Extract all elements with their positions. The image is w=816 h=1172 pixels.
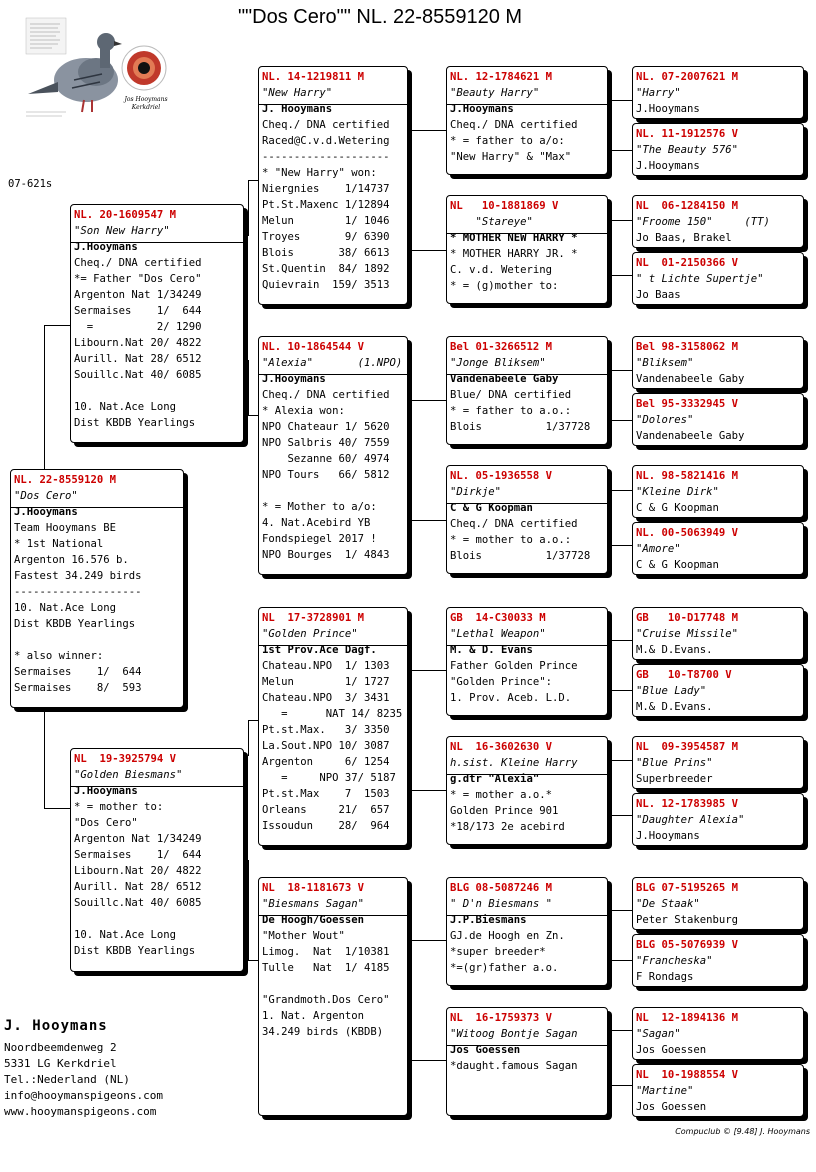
breeder: C & G Koopman <box>636 502 719 514</box>
ring-number: NL 10-1988554 V <box>636 1069 739 1081</box>
owner-postcode: 5331 LG Kerkdriel <box>4 1057 117 1070</box>
ring-number: NL. 22-8559120 M <box>14 474 117 486</box>
info-line: 4. Nat.Acebird YB <box>262 517 371 529</box>
info-line: Cheq./ DNA certified <box>262 389 390 401</box>
info-line: Chateau.NPO 1/ 1303 <box>262 660 390 672</box>
info-line: NPO Salbris 40/ 7559 <box>262 437 390 449</box>
pigeon-box-dss[interactable] <box>446 607 608 716</box>
info-line: *daught.famous Sagan <box>450 1060 578 1072</box>
info-line: * = (g)mother to: <box>450 280 559 292</box>
pigeon-box-sss[interactable] <box>446 66 608 175</box>
info-line: Pt.st.Max. 3/ 3350 <box>262 724 390 736</box>
info-line <box>262 483 404 499</box>
pigeon-box-g6a[interactable] <box>632 736 804 789</box>
info-line: "Mother Wout" <box>262 930 345 942</box>
pigeon-name: "Dolores" <box>636 414 694 426</box>
pigeon-box-g1a[interactable] <box>632 66 804 119</box>
info-line: = NAT 14/ 8235 <box>262 708 403 720</box>
pigeon-box-g4a[interactable] <box>632 465 804 518</box>
info-line: Aurill. Nat 28/ 6512 <box>74 353 202 365</box>
pigeon-name: "Golden Biesmans" <box>74 769 183 781</box>
owner-phone: Tel.:Nederland (NL) <box>4 1073 130 1086</box>
info-line: St.Quentin 84/ 1892 <box>262 263 390 275</box>
owner-info <box>4 1018 163 1120</box>
info-line: *=(gr)father a.o. <box>450 962 559 974</box>
info-line: Sermaises 1/ 644 <box>74 849 202 861</box>
pigeon-box-g6b[interactable] <box>632 793 804 846</box>
pigeon-name: "Froome 150" (TT) <box>636 216 770 228</box>
ring-number: Bel 98-3158062 M <box>636 341 739 353</box>
pigeon-name: "Dos Cero" <box>14 490 78 502</box>
footer-credit: Compuclub © [9.48] J. Hooymans <box>675 1127 810 1136</box>
ring-number: NL 06-1284150 M <box>636 200 739 212</box>
pigeon-name: "Blue Lady" <box>636 685 707 697</box>
info-line: 1. Prov. Aceb. L.D. <box>450 692 572 704</box>
info-line: Limog. Nat 1/10381 <box>262 946 390 958</box>
info-line: "Golden Prince": <box>450 676 553 688</box>
pigeon-box-g3a[interactable] <box>632 336 804 389</box>
pigeon-box-g3b[interactable] <box>632 393 804 446</box>
pigeon-name: "Kleine Dirk" <box>636 486 719 498</box>
pigeon-name: "Blue Prins" <box>636 757 713 769</box>
ring-number: NL 09-3954587 M <box>636 741 739 753</box>
pigeon-box-dds[interactable] <box>446 877 608 986</box>
info-line: = NPO 37/ 5187 <box>262 772 396 784</box>
pigeon-name: " t Lichte Supertje" <box>636 273 764 285</box>
ring-number: NL 01-2150366 V <box>636 257 739 269</box>
owner-email[interactable]: info@hooymanspigeons.com <box>4 1089 163 1102</box>
breeder: De Hoogh/Goessen <box>262 914 365 926</box>
breeder: J.Hooymans <box>450 103 514 115</box>
info-line: -------------------- <box>14 586 142 598</box>
info-line: * = mother to: <box>74 801 164 813</box>
info-line: Raced@C.v.d.Wetering <box>262 135 390 147</box>
breeder: g.dtr "Alexia" <box>450 773 540 785</box>
info-line: Blue/ DNA certified <box>450 389 572 401</box>
ring-number: NL 16-1759373 V <box>450 1012 553 1024</box>
breeder: J.P.Biesmans <box>450 914 527 926</box>
info-line: = 2/ 1290 <box>74 321 202 333</box>
pigeon-name: "Daughter Alexia" <box>636 814 745 826</box>
breeder: Vandenabeele Gaby <box>636 430 745 442</box>
pigeon-name: "Sagan" <box>636 1028 681 1040</box>
info-line: Libourn.Nat 20/ 4822 <box>74 337 202 349</box>
info-line <box>74 911 240 927</box>
pigeon-box-g5b[interactable] <box>632 664 804 717</box>
info-line: Father Golden Prince <box>450 660 578 672</box>
info-line: Sermaises 1/ 644 <box>74 305 202 317</box>
info-line: NPO Tours 66/ 5812 <box>262 469 390 481</box>
info-line: Argenton Nat 1/34249 <box>74 833 202 845</box>
info-line: Team Hooymans BE <box>14 522 117 534</box>
breeder: Jos Goessen <box>636 1101 707 1113</box>
breeder: Vandenabeele Gaby <box>636 373 745 385</box>
info-line: Cheq./ DNA certified <box>262 119 390 131</box>
breeder: M. & D. Evans <box>450 644 533 656</box>
pigeon-name: h.sist. Kleine Harry <box>450 757 578 769</box>
info-line: * = father to a/o: <box>450 135 565 147</box>
info-line: Dist KBDB Yearlings <box>74 417 196 429</box>
pigeon-name: "New Harry" <box>262 87 333 99</box>
ring-number: NL. 07-2007621 M <box>636 71 739 83</box>
ring-number: NL. 00-5063949 V <box>636 527 739 539</box>
info-line: Dist KBDB Yearlings <box>74 945 196 957</box>
pigeon-box-dsd[interactable] <box>446 736 608 845</box>
info-line: Orleans 21/ 657 <box>262 804 390 816</box>
breeder: J.Hooymans <box>636 103 700 115</box>
pigeon-box-ssd[interactable] <box>446 195 608 304</box>
pigeon-box-g5a[interactable] <box>632 607 804 660</box>
pigeon-name: "Beauty Harry" <box>450 87 540 99</box>
ring-number: NL 19-3925794 V <box>74 753 177 765</box>
pigeon-name: "Golden Prince" <box>262 628 358 640</box>
breeder: 1st Prov.Ace Dagf. <box>262 644 377 656</box>
info-line: Issoudun 28/ 964 <box>262 820 390 832</box>
pigeon-name: "De Staak" <box>636 898 700 910</box>
ring-number: NL 12-1894136 M <box>636 1012 739 1024</box>
info-line: Souillc.Nat 40/ 6085 <box>74 369 202 381</box>
info-line: 10. Nat.Ace Long <box>14 602 117 614</box>
info-line: 1. Nat. Argenton <box>262 1010 365 1022</box>
breeder: Vandenabeele Gaby <box>450 373 559 385</box>
info-line: Sermaises 8/ 593 <box>14 682 142 694</box>
info-line: Argenton 6/ 1254 <box>262 756 390 768</box>
info-line: * = mother to a.o.: <box>450 534 572 546</box>
info-line: Sermaises 1/ 644 <box>14 666 142 678</box>
pigeon-box-g7b[interactable] <box>632 934 804 987</box>
pigeon-name: "Amore" <box>636 543 681 555</box>
info-line: La.Sout.NPO 10/ 3087 <box>262 740 390 752</box>
breeder: F Rondags <box>636 971 694 983</box>
ring-number: NL. 98-5821416 M <box>636 470 739 482</box>
info-line: NPO Bourges 1/ 4843 <box>262 549 390 561</box>
breeder: Jo Baas <box>636 289 681 301</box>
ring-number: NL. 10-1864544 V <box>262 341 365 353</box>
info-line: Blois 1/37728 <box>450 550 591 562</box>
ring-number: GB 10-D17748 M <box>636 612 739 624</box>
info-line: Niergnies 1/14737 <box>262 183 390 195</box>
info-line: Dist KBDB Yearlings <box>14 618 136 630</box>
info-line: Souillc.Nat 40/ 6085 <box>74 897 202 909</box>
info-line: Fondspiegel 2017 ! <box>262 533 377 545</box>
ring-number: BLG 05-5076939 V <box>636 939 739 951</box>
info-line: * MOTHER HARRY JR. * <box>450 248 578 260</box>
pigeon-box-g8a[interactable] <box>632 1007 804 1060</box>
info-line: NPO Chateaur 1/ 5620 <box>262 421 390 433</box>
pigeon-name: "Jonge Bliksem" <box>450 357 546 369</box>
info-line: C. v.d. Wetering <box>450 264 553 276</box>
ring-number: NL 17-3728901 M <box>262 612 365 624</box>
breeder: J.Hooymans <box>636 830 700 842</box>
pigeon-name: "Harry" <box>636 87 681 99</box>
breeder: C & G Koopman <box>636 559 719 571</box>
ring-number: GB 14-C30033 M <box>450 612 546 624</box>
owner-website[interactable]: www.hooymanspigeons.com <box>4 1105 157 1118</box>
pigeon-box-dam[interactable] <box>70 748 244 972</box>
pigeon-box-g8b[interactable] <box>632 1064 804 1117</box>
info-line: Aurill. Nat 28/ 6512 <box>74 881 202 893</box>
pigeon-name: "Lethal Weapon" <box>450 628 546 640</box>
info-line: Fastest 34.249 birds <box>14 570 142 582</box>
info-line: Sezanne 60/ 4974 <box>262 453 390 465</box>
info-line: Quievrain 159/ 3513 <box>262 279 390 291</box>
info-line <box>262 976 404 992</box>
breeder: C & G Koopman <box>450 502 533 514</box>
pigeon-box-sd[interactable] <box>258 336 408 575</box>
info-line: Melun 1/ 1727 <box>262 676 390 688</box>
info-line <box>74 383 240 399</box>
breeder: Superbreeder <box>636 773 713 785</box>
info-line: Pt.st.Max 7 1503 <box>262 788 390 800</box>
info-line: * = Mother to a/o: <box>262 501 377 513</box>
info-line: Cheq./ DNA certified <box>74 257 202 269</box>
info-line: GJ.de Hoogh en Zn. <box>450 930 565 942</box>
pigeon-box-sdd[interactable] <box>446 465 608 574</box>
ring-number: NL 16-3602630 V <box>450 741 553 753</box>
pigeon-box-g2a[interactable] <box>632 195 804 248</box>
pigeon-name: "Francheska" <box>636 955 713 967</box>
info-line: * = mother a.o.* <box>450 789 553 801</box>
info-line: Pt.St.Maxenc 1/12894 <box>262 199 390 211</box>
info-line: * "New Harry" won: <box>262 167 377 179</box>
info-line: Troyes 9/ 6390 <box>262 231 390 243</box>
pigeon-box-dd[interactable] <box>258 877 408 1116</box>
breeder: J.Hooymans <box>262 373 326 385</box>
breeder: J.Hooymans <box>74 241 138 253</box>
info-line: Libourn.Nat 20/ 4822 <box>74 865 202 877</box>
info-line: * 1st National <box>14 538 104 550</box>
info-line: Argenton 16.576 b. <box>14 554 129 566</box>
breeder: J.Hooymans <box>74 785 138 797</box>
info-line: * Alexia won: <box>262 405 345 417</box>
ring-number: NL. 11-1912576 V <box>636 128 739 140</box>
pigeon-name: "The Beauty 576" <box>636 144 739 156</box>
info-line: Blois 1/37728 <box>450 421 591 433</box>
breeder: M.& D.Evans. <box>636 701 713 713</box>
info-line: * = father to a.o.: <box>450 405 572 417</box>
info-line: "Dos Cero" <box>74 817 138 829</box>
info-line: Tulle Nat 1/ 4185 <box>262 962 390 974</box>
info-line: Melun 1/ 1046 <box>262 215 390 227</box>
pigeon-box-g2b[interactable] <box>632 252 804 305</box>
info-line <box>14 632 180 648</box>
pigeon-box-sds[interactable] <box>446 336 608 445</box>
pigeon-name: "Alexia" (1.NPO) <box>262 357 403 369</box>
info-line: Argenton Nat 1/34249 <box>74 289 202 301</box>
breeder: J. Hooymans <box>262 103 333 115</box>
info-line: "Grandmoth.Dos Cero" <box>262 994 390 1006</box>
pigeon-name: "Dirkje" <box>450 486 502 498</box>
logo-caption: Jos Hooymans Kerkdriel <box>124 96 168 111</box>
ring-number: BLG 07-5195265 M <box>636 882 739 894</box>
pigeon-name: "Son New Harry" <box>74 225 170 237</box>
info-line: 34.249 birds (KBDB) <box>262 1026 384 1038</box>
info-line: -------------------- <box>262 151 390 163</box>
info-line: *super breeder* <box>450 946 546 958</box>
pigeon-box-ss[interactable] <box>258 66 408 305</box>
pigeon-name: "Bliksem" <box>636 357 694 369</box>
pigeon-name: "Biesmans Sagan" <box>262 898 365 910</box>
pigeon-box-main[interactable] <box>10 469 184 708</box>
info-line: Golden Prince 901 <box>450 805 559 817</box>
pigeon-box-g4b[interactable] <box>632 522 804 575</box>
breeder: J.Hooymans <box>636 160 700 172</box>
owner-name: J. Hooymans <box>4 1018 108 1034</box>
ring-number: NL. 12-1784621 M <box>450 71 553 83</box>
ring-number: NL. 20-1609547 M <box>74 209 177 221</box>
info-line: Chateau.NPO 3/ 3431 <box>262 692 390 704</box>
pigeon-name: "Martine" <box>636 1085 694 1097</box>
info-line: Cheq./ DNA certified <box>450 119 578 131</box>
pigeon-box-g1b[interactable] <box>632 123 804 176</box>
ring-number: NL. 14-1219811 M <box>262 71 365 83</box>
breeder: Jos Goessen <box>450 1044 521 1056</box>
info-line: *18/173 2e acebird <box>450 821 565 833</box>
ring-number: NL 18-1181673 V <box>262 882 365 894</box>
pigeon-box-ds[interactable] <box>258 607 408 846</box>
info-line: *= Father "Dos Cero" <box>74 273 202 285</box>
breeder: Jo Baas, Brakel <box>636 232 732 244</box>
pigeon-box-sire[interactable] <box>70 204 244 443</box>
breeder: Peter Stakenburg <box>636 914 739 926</box>
pigeon-box-g7a[interactable] <box>632 877 804 930</box>
pigeon-name: "Stareye" <box>450 216 533 228</box>
ring-number: NL 10-1881869 V <box>450 200 559 212</box>
info-line: 10. Nat.Ace Long <box>74 401 177 413</box>
pigeon-name: "Witoog Bontje Sagan <box>450 1028 578 1040</box>
info-line: 10. Nat.Ace Long <box>74 929 177 941</box>
breeder: * MOTHER NEW HARRY * <box>450 232 578 244</box>
ring-number: NL. 12-1783985 V <box>636 798 739 810</box>
logo <box>22 16 172 120</box>
pigeon-name: " D'n Biesmans " <box>450 898 553 910</box>
ring-number: Bel 01-3266512 M <box>450 341 553 353</box>
breeder: J.Hooymans <box>14 506 78 518</box>
owner-address: Noordbeemdenweg 2 <box>4 1041 117 1054</box>
breeder: M.& D.Evans. <box>636 644 713 656</box>
info-line: Cheq./ DNA certified <box>450 518 578 530</box>
ring-number: NL. 05-1936558 V <box>450 470 553 482</box>
pigeon-box-ddd[interactable] <box>446 1007 608 1116</box>
code-label: 07-621s <box>8 178 53 190</box>
info-line: Blois 38/ 6613 <box>262 247 390 259</box>
ring-number: BLG 08-5087246 M <box>450 882 553 894</box>
ring-number: GB 10-T8700 V <box>636 669 732 681</box>
pigeon-name: "Cruise Missile" <box>636 628 739 640</box>
page-title: ""Dos Cero"" NL. 22-8559120 M <box>237 6 523 28</box>
ring-number: Bel 95-3332945 V <box>636 398 739 410</box>
info-line: * also winner: <box>14 650 104 662</box>
breeder: Jos Goessen <box>636 1044 707 1056</box>
info-line: "New Harry" & "Max" <box>450 151 572 163</box>
